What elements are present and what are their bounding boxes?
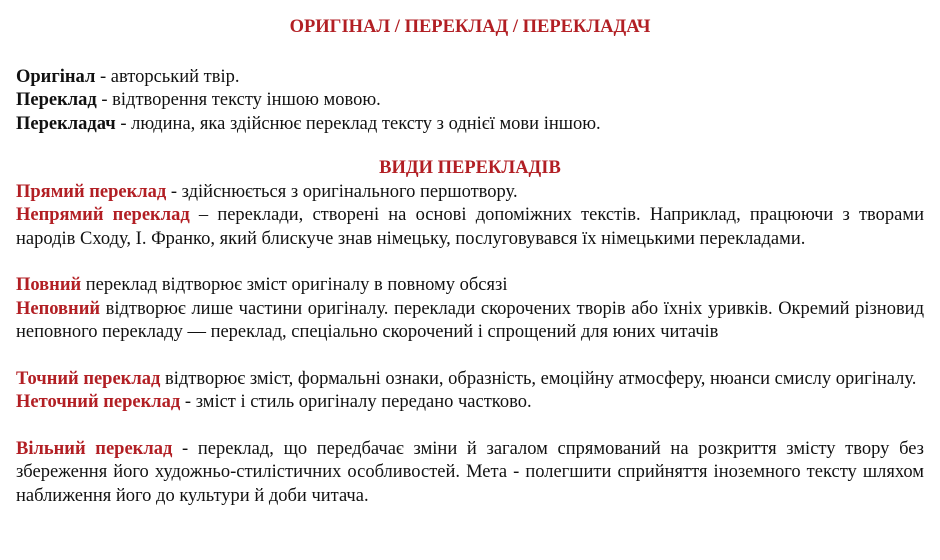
- type-text: - переклад, що передбачає зміни й загалом спрямований на розкриття змісту твору без збереження його художньо-стилістичних особливостей. Мета - полегшити сприйняття іноземного тексту шляхом наближення його до культури й доби читача.: [16, 438, 924, 506]
- type-full: [16, 274, 924, 298]
- type-term: Неповний: [16, 298, 101, 319]
- document-page: [16, 14, 924, 508]
- type-text: відтворює лише частини оригіналу. переклади скорочених творів або їхніх уривків. Окремий різновид неповного перекладу — переклад, спеціально скорочений і спрощений для юних читачів: [16, 298, 924, 342]
- type-term: Повний: [16, 275, 82, 295]
- definition-text: - авторський твір.: [95, 66, 240, 87]
- section-heading-types: ВИДИ ПЕРЕКЛАДІВ: [379, 158, 561, 178]
- definition-term: Перекладач: [16, 113, 116, 134]
- type-text: – переклади, створені на основі допоміжних текстів. Наприклад, працюючи з творами народів Сходу, І. Франко, який блискуче знав німецьку, послуговувався їх німецькими перекладами.: [16, 205, 924, 249]
- definition-text: - відтворення тексту іншою мовою.: [96, 90, 381, 110]
- type-partial: [16, 298, 924, 345]
- type-direct: [16, 181, 924, 205]
- definition-translation: [16, 89, 924, 113]
- type-term: Точний переклад: [16, 368, 161, 389]
- definition-text: - людина, яка здійснює переклад тексту з однієї мови іншою.: [115, 113, 601, 134]
- type-indirect: [16, 204, 924, 251]
- definition-term: Оригінал: [16, 66, 96, 87]
- definition-translator: [16, 113, 924, 137]
- type-free: [16, 438, 924, 509]
- definition-term: Переклад: [16, 90, 97, 110]
- spacer: [16, 415, 924, 438]
- type-text: - здійснюється з оригінального першотвору.: [166, 181, 518, 202]
- type-inexact: [16, 391, 924, 415]
- type-text: - зміст і стиль оригіналу передано частково.: [180, 392, 532, 412]
- spacer: [16, 251, 924, 274]
- type-term: Прямий переклад: [16, 181, 167, 202]
- spacer: [16, 345, 924, 368]
- type-term: Непрямий переклад: [16, 205, 190, 225]
- type-term: Вільний переклад: [16, 438, 173, 459]
- definition-original: [16, 66, 924, 90]
- page-title: ОРИГІНАЛ / ПЕРЕКЛАД / ПЕРЕКЛАДАЧ: [289, 17, 651, 37]
- type-text: переклад відтворює зміст оригіналу в повному обсязі: [81, 275, 508, 295]
- type-exact: [16, 368, 924, 392]
- type-text: відтворює зміст, формальні ознаки, образність, емоційну атмосферу, нюанси смислу оригіналу.: [160, 368, 917, 389]
- type-term: Неточний переклад: [16, 392, 181, 412]
